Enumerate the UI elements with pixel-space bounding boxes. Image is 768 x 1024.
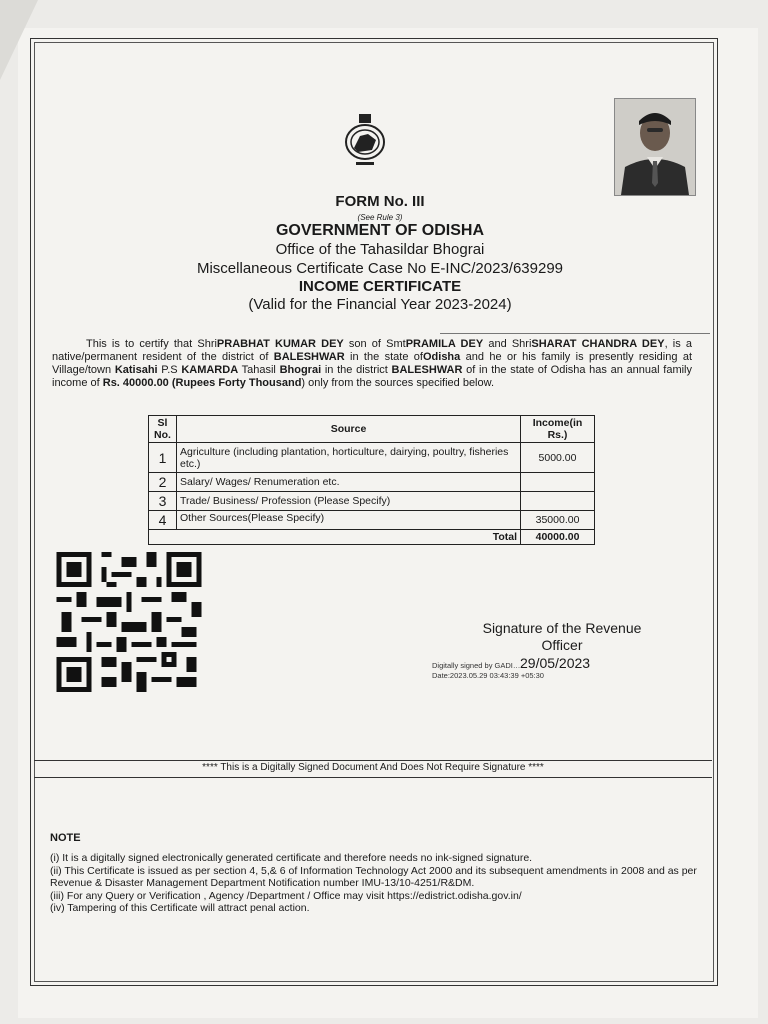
signature-block xyxy=(462,620,662,654)
holder-photo xyxy=(614,98,696,196)
header-source: Source xyxy=(176,416,520,443)
table-row: 2 Salary/ Wages/ Renumeration etc. xyxy=(149,473,595,492)
state: Odisha xyxy=(422,351,461,363)
table-total-row xyxy=(149,530,595,545)
police-station: KAMARDA xyxy=(181,364,239,376)
village: Katisahi xyxy=(114,364,158,376)
certificate-title: INCOME CERTIFICATE xyxy=(298,278,462,295)
holder-name: PRABHAT KUMAR DEY xyxy=(216,338,344,350)
form-number: FORM No. III xyxy=(335,193,425,210)
digital-notice-band xyxy=(34,760,712,778)
table-row: 1 Agriculture (including plantation, horticulture, dairying, poultry, fisheries etc.) 5000.00 xyxy=(149,443,595,473)
see-rule: (See Rule 3) xyxy=(357,213,403,222)
total-value: 40000.00 xyxy=(521,530,595,545)
signature-date: 29/05/2023 xyxy=(520,655,591,671)
case-number: Miscellaneous Certificate Case No E-INC/2023/639299 xyxy=(196,260,564,277)
tahasil: Bhograi xyxy=(279,364,322,376)
header-sl: Sl No. xyxy=(149,416,177,443)
signature-title-line2: Officer xyxy=(541,637,583,653)
note-heading: NOTE xyxy=(50,832,81,844)
odisha-emblem-icon xyxy=(342,112,388,168)
note-item: (i) It is a digitally signed electronically generated certificate and therefore needs no ink-signed signature. xyxy=(50,852,533,864)
district-2: BALESHWAR xyxy=(391,364,463,376)
table-row: 4 Other Sources(Please Specify) 35000.00 xyxy=(149,511,595,530)
office-name: Office of the Tahasildar Bhograi xyxy=(275,241,485,258)
note-list xyxy=(50,852,710,915)
note-item: (ii) This Certificate is issued as per section 4, 5,& 6 of Information Technology Act 2000 and its subsequent amendments in 2008 and as per Revenue & Disaster Management Department Notification number IMU-13/10-4251/R&DM. xyxy=(50,864,697,889)
income-amount: Rs. 40000.00 (Rupees Forty Thousand xyxy=(102,377,302,389)
certificate-body: This is to certify that ShriPRABHAT KUMAR DEY son of SmtPRAMILA DEY and ShriSHARAT CHANDRA DEY, is a native/permanent resident of the district of BALESHWAR in the state ofOdisha and he or his family is presently residing at Village/town Katisahi P.S KAMARDA Tahasil Bhograi in the district BALESHWAR of in the state of Odisha has an annual family income of Rs. 40000.00 (Rupees Forty Thousand) only from the sources specified below. xyxy=(52,338,692,389)
income-source-table xyxy=(148,415,595,545)
digital-notice-text: **** This is a Digitally Signed Document And Does Not Require Signature **** xyxy=(202,762,544,773)
government-title: GOVERNMENT OF ODISHA xyxy=(275,222,484,239)
signed-datetime: Date:2023.05.29 03:43:39 +05:30 xyxy=(432,671,544,680)
digitally-signed-by: Digitally signed by GADI… xyxy=(432,661,521,670)
note-item: (iii) For any Query or Verification , Agency /Department / Office may visit https://edistrict.odisha.gov.in/ xyxy=(50,889,522,902)
note-item: (iv) Tampering of this Certificate will attract penal action. xyxy=(50,902,310,914)
table-header-row xyxy=(149,416,595,443)
father-name: SHARAT CHANDRA DEY xyxy=(531,338,665,350)
mother-name: PRAMILA DEY xyxy=(405,338,484,350)
signature-title-line1: Signature of the Revenue xyxy=(482,620,642,636)
header-income: Income(in Rs.) xyxy=(521,416,595,443)
district: BALESHWAR xyxy=(273,351,345,363)
total-label: Total xyxy=(176,530,520,545)
validity-period: (Valid for the Financial Year 2023-2024) xyxy=(248,296,512,313)
qr-code-icon xyxy=(56,552,202,692)
table-row: 3 Trade/ Business/ Profession (Please Specify) xyxy=(149,492,595,511)
divider xyxy=(440,333,710,334)
